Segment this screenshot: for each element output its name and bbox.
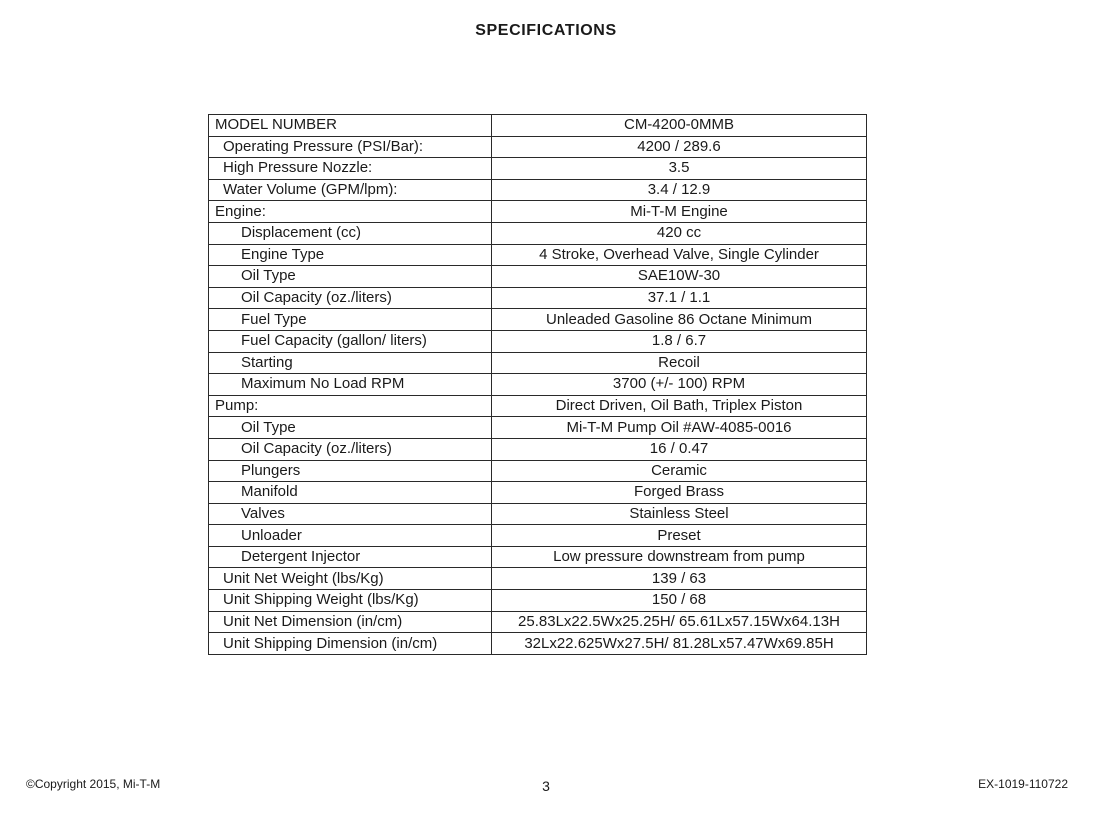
table-row bbox=[209, 438, 867, 460]
spec-value: 32Lx22.625Wx27.5H/ 81.28Lx57.47Wx69.85H bbox=[492, 633, 867, 655]
table-row bbox=[209, 503, 867, 525]
spec-label: Unit Shipping Dimension (in/cm) bbox=[209, 633, 492, 655]
table-row bbox=[209, 309, 867, 331]
spec-value: 4 Stroke, Overhead Valve, Single Cylinder bbox=[492, 244, 867, 266]
spec-value: 3700 (+/- 100) RPM bbox=[492, 374, 867, 396]
table-row bbox=[209, 266, 867, 288]
spec-label: Pump: bbox=[209, 395, 492, 417]
table-row bbox=[209, 395, 867, 417]
copyright-notice: ©Copyright 2015, Mi-T-M bbox=[26, 777, 161, 791]
table-row bbox=[209, 352, 867, 374]
specifications-table bbox=[208, 114, 867, 655]
table-row bbox=[209, 201, 867, 223]
spec-value: 16 / 0.47 bbox=[492, 438, 867, 460]
table-row bbox=[209, 590, 867, 612]
table-row bbox=[209, 546, 867, 568]
spec-value: Recoil bbox=[492, 352, 867, 374]
table-row bbox=[209, 179, 867, 201]
specifications-table-body bbox=[209, 115, 867, 655]
spec-label: Fuel Type bbox=[209, 309, 492, 331]
spec-value: SAE10W-30 bbox=[492, 266, 867, 288]
spec-label: Oil Type bbox=[209, 266, 492, 288]
spec-label: Oil Type bbox=[209, 417, 492, 439]
table-row bbox=[209, 374, 867, 396]
spec-label: MODEL NUMBER bbox=[209, 115, 492, 137]
spec-value: CM-4200-0MMB bbox=[492, 115, 867, 137]
spec-value: 1.8 / 6.7 bbox=[492, 330, 867, 352]
spec-value: 3.4 / 12.9 bbox=[492, 179, 867, 201]
spec-value: Unleaded Gasoline 86 Octane Minimum bbox=[492, 309, 867, 331]
spec-label: Fuel Capacity (gallon/ liters) bbox=[209, 330, 492, 352]
table-row bbox=[209, 158, 867, 180]
table-row bbox=[209, 460, 867, 482]
table-row bbox=[209, 330, 867, 352]
spec-label: Displacement (cc) bbox=[209, 222, 492, 244]
spec-label: Plungers bbox=[209, 460, 492, 482]
spec-value: Direct Driven, Oil Bath, Triplex Piston bbox=[492, 395, 867, 417]
table-row bbox=[209, 136, 867, 158]
spec-value: 25.83Lx22.5Wx25.25H/ 65.61Lx57.15Wx64.13H bbox=[492, 611, 867, 633]
table-row bbox=[209, 482, 867, 504]
table-row bbox=[209, 417, 867, 439]
spec-value: 37.1 / 1.1 bbox=[492, 287, 867, 309]
spec-label: Engine Type bbox=[209, 244, 492, 266]
spec-value: Low pressure downstream from pump bbox=[492, 546, 867, 568]
spec-value: 150 / 68 bbox=[492, 590, 867, 612]
table-row bbox=[209, 633, 867, 655]
spec-label: Unit Shipping Weight (lbs/Kg) bbox=[209, 590, 492, 612]
page-number: 3 bbox=[542, 778, 550, 794]
spec-label: Valves bbox=[209, 503, 492, 525]
spec-label: Operating Pressure (PSI/Bar): bbox=[209, 136, 492, 158]
spec-label: Starting bbox=[209, 352, 492, 374]
spec-value: 420 cc bbox=[492, 222, 867, 244]
table-row bbox=[209, 525, 867, 547]
spec-value: Preset bbox=[492, 525, 867, 547]
page-title: SPECIFICATIONS bbox=[475, 22, 617, 39]
table-row bbox=[209, 611, 867, 633]
spec-label: Engine: bbox=[209, 201, 492, 223]
spec-label: Unloader bbox=[209, 525, 492, 547]
spec-value: Ceramic bbox=[492, 460, 867, 482]
document-code: EX-1019-110722 bbox=[978, 777, 1068, 791]
spec-value: Forged Brass bbox=[492, 482, 867, 504]
spec-label: Water Volume (GPM/lpm): bbox=[209, 179, 492, 201]
spec-label: Oil Capacity (oz./liters) bbox=[209, 287, 492, 309]
spec-label: Manifold bbox=[209, 482, 492, 504]
spec-label: Unit Net Dimension (in/cm) bbox=[209, 611, 492, 633]
table-row bbox=[209, 244, 867, 266]
spec-label: Detergent Injector bbox=[209, 546, 492, 568]
table-row bbox=[209, 568, 867, 590]
spec-label: Oil Capacity (oz./liters) bbox=[209, 438, 492, 460]
spec-value: Mi-T-M Engine bbox=[492, 201, 867, 223]
spec-value: 4200 / 289.6 bbox=[492, 136, 867, 158]
spec-value: Mi-T-M Pump Oil #AW-4085-0016 bbox=[492, 417, 867, 439]
spec-value: 139 / 63 bbox=[492, 568, 867, 590]
table-row bbox=[209, 287, 867, 309]
spec-label: High Pressure Nozzle: bbox=[209, 158, 492, 180]
table-row bbox=[209, 222, 867, 244]
table-row bbox=[209, 115, 867, 137]
spec-label: Maximum No Load RPM bbox=[209, 374, 492, 396]
spec-value: 3.5 bbox=[492, 158, 867, 180]
spec-value: Stainless Steel bbox=[492, 503, 867, 525]
spec-label: Unit Net Weight (lbs/Kg) bbox=[209, 568, 492, 590]
